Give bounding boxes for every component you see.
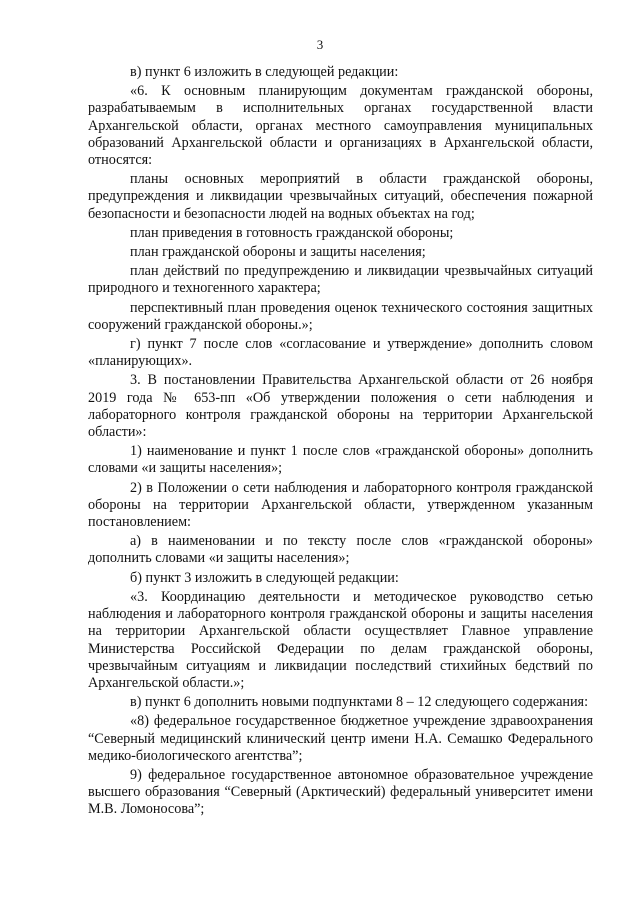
paragraph-item-v-point-6-addition: в) пункт 6 дополнить новыми подпунктами 8 – 12 следующего содержания: [130,694,589,711]
paragraph-point-6-text: «6. К основным планирующим документам гражданской обороны, разрабатываемым в исполнительных органах государственной власти Архангельской области, органах местного самоуправления муниципальных образований Архангельской области и организациях в Архангельской области, относятся: [88,83,593,169]
paragraph-item-a: а) в наименовании и по тексту после слов «гражданской обороны» дополнить словами «и защиты населения»; [88,533,593,567]
paragraph-item-b-point-3: б) пункт 3 изложить в следующей редакции: [130,569,399,586]
paragraph-plan-main-activities: планы основных мероприятий в области гражданской обороны, предупреждения и ликвидации чрезвычайных ситуаций, обеспечения пожарной безопасности и безопасности людей на водных объектах на год; [88,171,593,222]
page-number: 3 [316,37,324,52]
paragraph-plan-civil-defense: план гражданской обороны и защиты населения; [130,244,426,261]
paragraph-subpoint-9: 9) федеральное государственное автономное образовательное учреждение высшего образования “Северный (Арктический) федеральный университет имени М.В. Ломоносова”; [88,766,593,818]
paragraph-plan-readiness: план приведения в готовность гражданской обороны; [130,224,454,241]
paragraph-plan-protective-structures: перспективный план проведения оценок технического состояния защитных сооружений гражданской обороны.»; [88,299,593,333]
document-body [88,64,593,821]
paragraph-subpoint-8: «8) федеральное государственное бюджетное учреждение здравоохранения “Северный медицинский клинический центр имени Н.А. Семашко Федерального медико-биологического агентства”; [88,713,593,764]
paragraph-subitem-1: 1) наименование и пункт 1 после слов «гражданской обороны» дополнить словами «и защиты населения»; [88,443,593,477]
paragraph-section-3: 3. В постановлении Правительства Архангельской области от 26 ноября 2019 года № 653-пп «Об утверждении положения о сети наблюдения и лабораторного контроля гражданской обороны на территории Архангельской области»: [88,372,593,441]
paragraph-item-g-point-7: г) пункт 7 после слов «согласование и утверждение» дополнить словом «планирующих». [88,336,593,370]
paragraph-point-3-text: «3. Координацию деятельности и методическое руководство сетью наблюдения и лабораторного контроля гражданской обороны и защиты населения на территории Архангельской области осуществляет Главное управление Министерства Российской Федерации по делам гражданской обороны, чрезвычайным ситуациям и ликвидации последствий стихийных бедствий по Архангельской области.»; [88,588,593,691]
paragraph-plan-emergency-actions: план действий по предупреждению и ликвидации чрезвычайных ситуаций природного и техногенного характера; [88,263,593,297]
paragraph-item-v-point-6: в) пункт 6 изложить в следующей редакции: [130,64,399,80]
paragraph-subitem-2: 2) в Положении о сети наблюдения и лабораторного контроля гражданской обороны на территории Архангельской области, утвержденном указанным постановлением: [88,479,593,531]
